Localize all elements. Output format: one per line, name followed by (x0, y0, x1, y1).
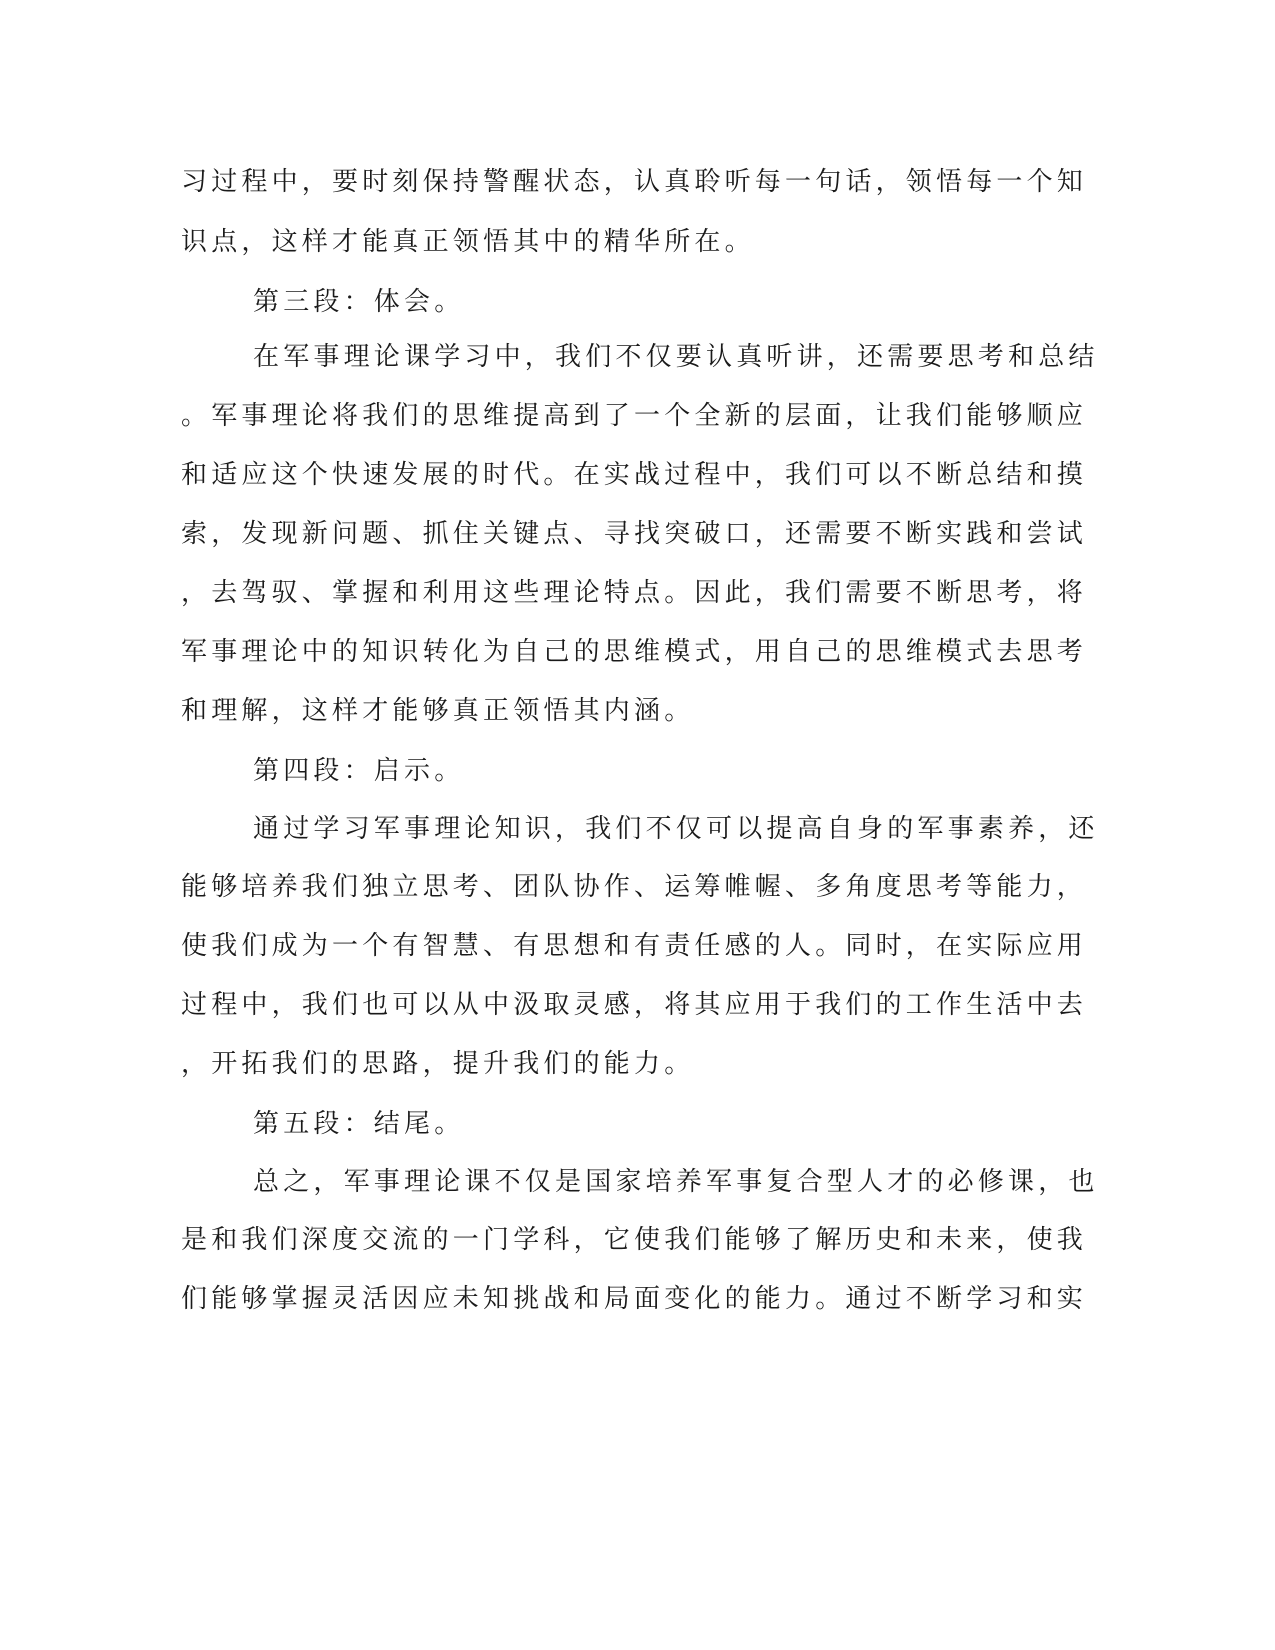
text-line: 使我们成为一个有智慧、有思想和有责任感的人。同时，在实际应用 (181, 931, 1088, 961)
section-heading: 第五段：结尾。 (253, 1109, 465, 1139)
text-line: 和适应这个快速发展的时代。在实战过程中，我们可以不断总结和摸 (181, 460, 1088, 490)
text-line: 能够培养我们独立思考、团队协作、运筹帷幄、多角度思考等能力， (181, 872, 1088, 902)
text-line: 。军事理论将我们的思维提高到了一个全新的层面，让我们能够顺应 (181, 401, 1088, 431)
section-heading: 第三段：体会。 (253, 287, 465, 317)
text-line: 是和我们深度交流的一门学科，它使我们能够了解历史和未来，使我 (181, 1225, 1088, 1255)
paragraph-first-line: 在军事理论课学习中，我们不仅要认真听讲，还需要思考和总结 (253, 342, 1099, 372)
text-line: 识点，这样才能真正领悟其中的精华所在。 (181, 227, 755, 257)
text-line: ，开拓我们的思路，提升我们的能力。 (181, 1049, 695, 1079)
text-line: 和理解，这样才能够真正领悟其内涵。 (181, 696, 695, 726)
text-line: 习过程中，要时刻保持警醒状态，认真聆听每一句话，领悟每一个知 (181, 167, 1088, 197)
text-line: ，去驾驭、掌握和利用这些理论特点。因此，我们需要不断思考，将 (181, 578, 1088, 608)
section-heading: 第四段：启示。 (253, 756, 465, 786)
text-line: 军事理论中的知识转化为自己的思维模式，用自己的思维模式去思考 (181, 637, 1088, 667)
text-line: 索，发现新问题、抓住关键点、寻找突破口，还需要不断实践和尝试 (181, 519, 1088, 549)
paragraph-first-line: 通过学习军事理论知识，我们不仅可以提高自身的军事素养，还 (253, 814, 1099, 844)
text-line: 们能够掌握灵活因应未知挑战和局面变化的能力。通过不断学习和实 (181, 1284, 1088, 1314)
paragraph-first-line: 总之，军事理论课不仅是国家培养军事复合型人才的必修课，也 (253, 1167, 1099, 1197)
text-line: 过程中，我们也可以从中汲取灵感，将其应用于我们的工作生活中去 (181, 990, 1088, 1020)
